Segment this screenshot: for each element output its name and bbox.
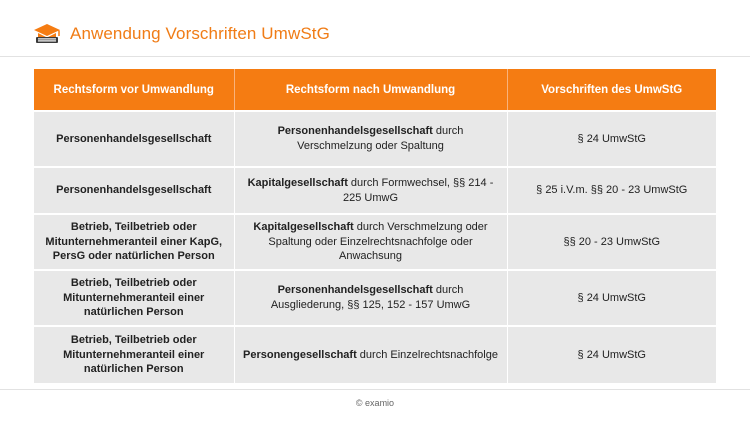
column-header-after: Rechtsform nach Umwandlung [234, 69, 507, 111]
cell-after-bold: Personenhandelsgesellschaft [277, 125, 433, 138]
cell-rules: § 24 UmwStG [507, 326, 716, 383]
cell-rules: § 24 UmwStG [507, 111, 716, 167]
cell-after-bold: Kapitalgesellschaft [253, 220, 354, 233]
table-header-row [34, 69, 716, 111]
cell-after [234, 111, 507, 167]
cell-before: Betrieb, Teilbetrieb oder Mitunternehmeranteil einer natürlichen Person [34, 326, 234, 383]
cell-after-text: durch Verschmelzung oder Spaltung oder Einzelrechtsnachfolge oder Anwachsung [268, 220, 488, 263]
cell-rules: §§ 20 - 23 UmwStG [507, 214, 716, 270]
header [0, 0, 750, 57]
cell-rules: § 24 UmwStG [507, 270, 716, 326]
cell-after-text: durch Verschmelzung oder Spaltung [297, 125, 464, 152]
cell-before: Personenhandelsgesellschaft [34, 167, 234, 214]
rules-table [34, 69, 716, 383]
table-row [34, 167, 716, 214]
footer-divider [0, 389, 750, 390]
cell-after [234, 167, 507, 214]
column-header-rules: Vorschriften des UmwStG [507, 69, 716, 111]
cell-before: Betrieb, Teilbetrieb oder Mitunternehmeranteil einer KapG, PersG oder natürlichen Person [34, 214, 234, 270]
cell-after-bold: Personenhandelsgesellschaft [277, 284, 433, 297]
cell-before: Betrieb, Teilbetrieb oder Mitunternehmeranteil einer natürlichen Person [34, 270, 234, 326]
cell-after [234, 326, 507, 383]
table-row [34, 326, 716, 383]
table-row [34, 111, 716, 167]
cell-after-text: durch Ausgliederung, §§ 125, 152 - 157 UmwG [270, 284, 471, 311]
cell-after-text: durch Einzelrechtsnachfolge [356, 348, 498, 361]
table-row [34, 270, 716, 326]
cell-rules: § 25 i.V.m. §§ 20 - 23 UmwStG [507, 167, 716, 214]
book-cap-icon [31, 21, 63, 47]
table-row [34, 214, 716, 270]
page-title: Anwendung Vorschriften UmwStG [70, 24, 330, 43]
cell-after [234, 214, 507, 270]
cell-after-bold: Kapitalgesellschaft [247, 176, 348, 189]
cell-before: Personenhandelsgesellschaft [34, 111, 234, 167]
copyright-footer: © examio [355, 398, 395, 408]
cell-after-text: durch Formwechsel, §§ 214 - 225 UmwG [342, 176, 494, 204]
column-header-before: Rechtsform vor Umwandlung [34, 69, 234, 111]
cell-after [234, 270, 507, 326]
cell-after-bold: Personengesellschaft [243, 348, 357, 361]
